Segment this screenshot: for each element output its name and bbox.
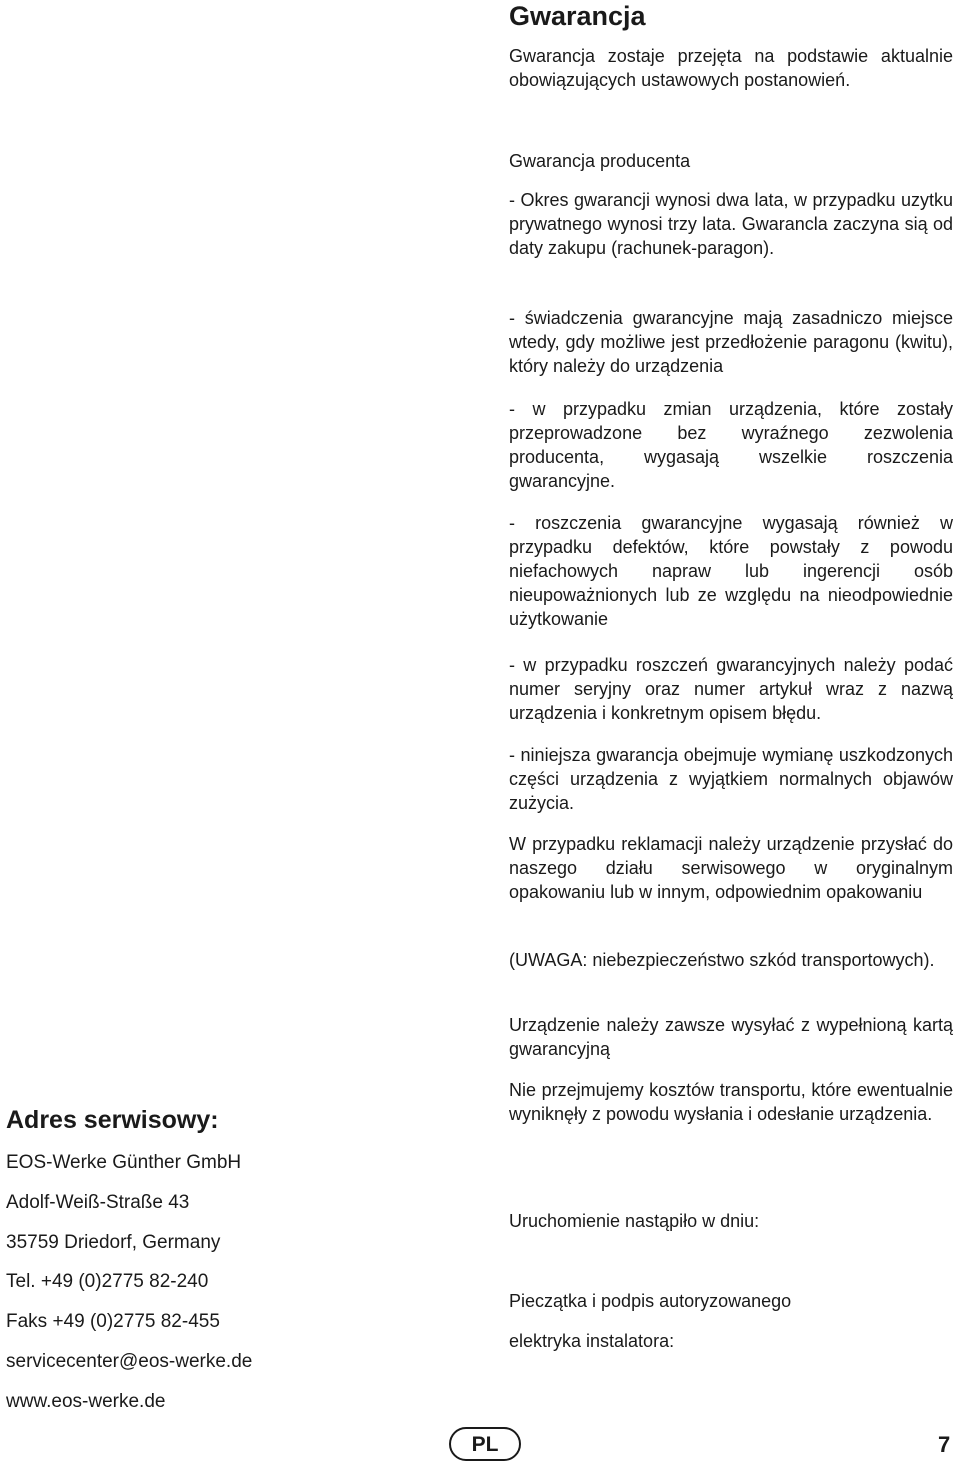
startup-date-label: Uruchomienie nastąpiło w dniu: (509, 1211, 760, 1231)
warranty-paragraph: - Okres gwarancji wynosi dwa lata, w przypadku uzytku prywatnego wynosi trzy lata. Gwarancla zaczyna sią od daty zakupu (rachunek-paragon). (509, 190, 953, 258)
service-address-title: Adres serwisowy: (6, 1106, 219, 1134)
street-address: Adolf-Weiß-Straße 43 (6, 1192, 190, 1213)
intro-paragraph: Gwarancja zostaje przejęta na podstawie aktualnie obowiązujących ustawowych postanowień. (509, 46, 953, 90)
page-number: 7 (938, 1432, 951, 1457)
warranty-paragraph: - niniejsza gwarancja obejmuje wymianę uszkodzonych części urządzenia z wyjątkiem normalnych objawów zużycia. (509, 745, 953, 813)
warranty-paragraph: Urządzenie należy zawsze wysyłać z wypełnioną kartą gwarancyjną (509, 1015, 953, 1059)
city-address: 35759 Driedorf, Germany (6, 1232, 221, 1253)
section-heading: Gwarancja producenta (509, 151, 691, 171)
warranty-paragraph: (UWAGA: niebezpieczeństwo szkód transportowych). (509, 950, 935, 970)
warranty-paragraph: Nie przejmujemy kosztów transportu, które ewentualnie wyniknęły z powodu wysłania i odesłanie urządzenia. (509, 1080, 953, 1124)
warranty-paragraph: - świadczenia gwarancyjne mają zasadniczo miejsce wtedy, gdy możliwe jest przedłożenie paragonu (kwitu), który należy do urządzenia (509, 308, 953, 376)
language-badge: PL (449, 1427, 521, 1461)
stamp-signature-label: Pieczątka i podpis autoryzowanego (509, 1291, 792, 1311)
email-address: servicecenter@eos-werke.de (6, 1351, 253, 1372)
warranty-paragraph: - w przypadku roszczeń gwarancyjnych należy podać numer seryjny oraz numer artykuł wraz z nazwą urządzenia i konkretnym opisem błędu. (509, 655, 953, 723)
electrician-label: elektryka instalatora: (509, 1331, 675, 1351)
page-title: Gwarancja (509, 1, 646, 31)
company-name: EOS-Werke Günther GmbH (6, 1152, 242, 1173)
warranty-paragraph: - roszczenia gwarancyjne wygasają również w przypadku defektów, które powstały z powodu niefachowych napraw lub ingerencji osób nieupoważnionych lub ze względu na nieodpowiednie użytkowanie (509, 513, 953, 629)
warranty-paragraph: - w przypadku zmian urządzenia, które zostały przeprowadzone bez wyraźnego zezwolenia producenta, wygasają wszelkie roszczenia gwarancyjne. (509, 399, 953, 491)
website-address: www.eos-werke.de (6, 1391, 166, 1412)
phone-number: Tel. +49 (0)2775 82-240 (6, 1271, 209, 1292)
warranty-paragraph: W przypadku reklamacji należy urządzenie przysłać do naszego działu serwisowego w oryginalnym opakowaniu lub w innym, odpowiednim opakowaniu (509, 834, 953, 902)
fax-number: Faks +49 (0)2775 82-455 (6, 1311, 220, 1332)
